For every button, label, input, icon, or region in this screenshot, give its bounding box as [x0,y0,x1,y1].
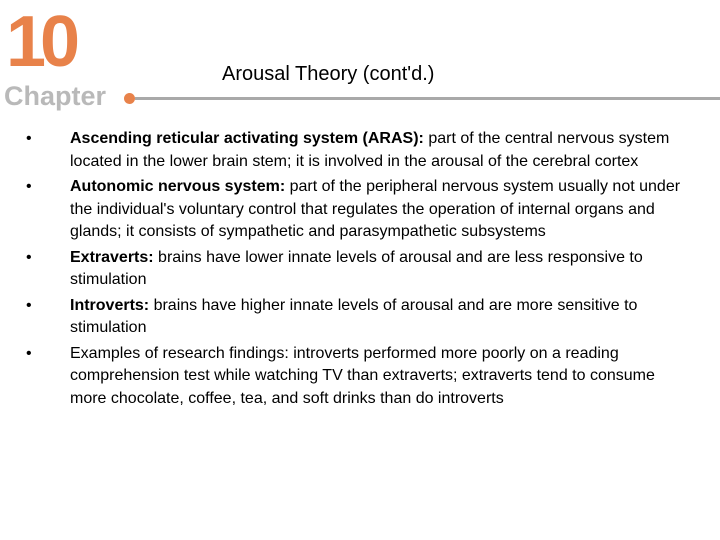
chapter-word: Chapter [4,81,107,111]
bullet-icon: • [26,178,32,195]
list-item [26,343,686,411]
bullet-list [26,128,686,413]
bullet-text: part of the central nervous system located in the lower brain stem; it is involved in the arousal of the cerebral cortex [70,130,670,170]
divider-dot [124,93,135,104]
bullet-text: brains have lower innate levels of arousal and are less responsive to stimulation [70,248,643,288]
list-item [26,176,686,244]
bullet-term: Introverts: [70,296,150,314]
title-divider [135,97,720,100]
bullet-icon: • [26,344,32,362]
chapter-logo [0,0,120,120]
bullet-icon: • [26,130,32,147]
bullet-term: Extraverts: [70,248,154,266]
slide-title: Arousal Theory (cont'd.) [222,63,435,85]
bullet-text: brains have higher innate levels of arousal and are more sensitive to stimulation [70,296,638,336]
list-item [26,128,686,173]
bullet-icon: • [26,248,32,266]
bullet-text: part of the peripheral nervous system usually not under the individual's voluntary control that regulates the operation of internal organs and glands; it consists of sympathetic and parasympathetic subsystems [70,178,681,240]
chapter-number: 10 [6,2,75,82]
bullet-term: Ascending reticular activating system (ARAS): [70,130,424,147]
list-item [26,247,686,292]
bullet-term: Autonomic nervous system: [70,178,286,195]
bullet-icon: • [26,296,32,314]
list-item [26,295,686,340]
bullet-text: Examples of research findings: introverts performed more poorly on a reading comprehension test while watching TV than extraverts; extraverts tend to consume more chocolate, coffee, tea, and soft drinks than do introverts [70,344,655,407]
